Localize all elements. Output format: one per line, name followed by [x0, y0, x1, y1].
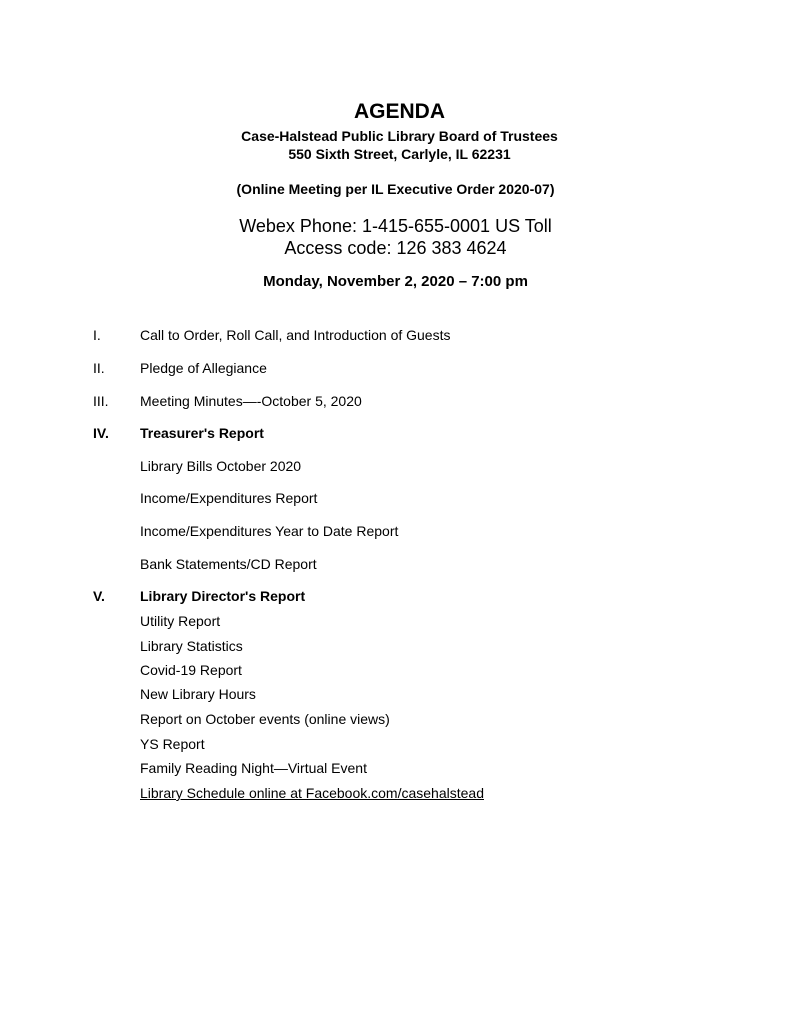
access-code: Access code: 126 383 4624 [284, 238, 507, 258]
organization-address: 550 Sixth Street, Carlyle, IL 62231 [288, 146, 511, 162]
meeting-note: (Online Meeting per IL Executive Order 2020-07) [236, 181, 555, 197]
subitem-label: Income/Expenditures Year to Date Report [140, 523, 399, 539]
agenda-label: Library Director's Report [140, 588, 306, 604]
subitem-label: Report on October events (online views) [140, 711, 390, 727]
subitem-label: Income/Expenditures Report [140, 490, 318, 506]
subitem-label: YS Report [140, 736, 205, 752]
subitem-label: Bank Statements/CD Report [140, 556, 317, 572]
agenda-label: Call to Order, Roll Call, and Introduction of Guests [140, 327, 451, 343]
meeting-date: Monday, November 2, 2020 – 7:00 pm [263, 273, 528, 290]
facebook-schedule-link[interactable]: Library Schedule online at Facebook.com/casehalstead [140, 785, 484, 801]
agenda-numeral: III. [93, 393, 109, 409]
agenda-label: Pledge of Allegiance [140, 360, 267, 376]
subitem-label: Family Reading Night—Virtual Event [140, 760, 367, 776]
subitem-label: Utility Report [140, 613, 221, 629]
agenda-numeral: V. [93, 588, 105, 604]
webex-phone: Webex Phone: 1-415-655-0001 US Toll [239, 216, 552, 236]
agenda-label: Treasurer's Report [140, 425, 264, 441]
agenda-label: Meeting Minutes—-October 5, 2020 [140, 393, 362, 409]
subitem-label: Library Statistics [140, 638, 243, 654]
subitem-label: Covid-19 Report [140, 662, 242, 678]
page-title: AGENDA [353, 100, 445, 123]
subitem-label: New Library Hours [140, 686, 256, 702]
organization-name: Case-Halstead Public Library Board of Trustees [241, 128, 558, 144]
agenda-numeral: II. [93, 360, 105, 376]
subitem-label: Library Bills October 2020 [140, 458, 302, 474]
agenda-numeral: I. [93, 327, 101, 343]
agenda-numeral: IV. [93, 425, 109, 441]
